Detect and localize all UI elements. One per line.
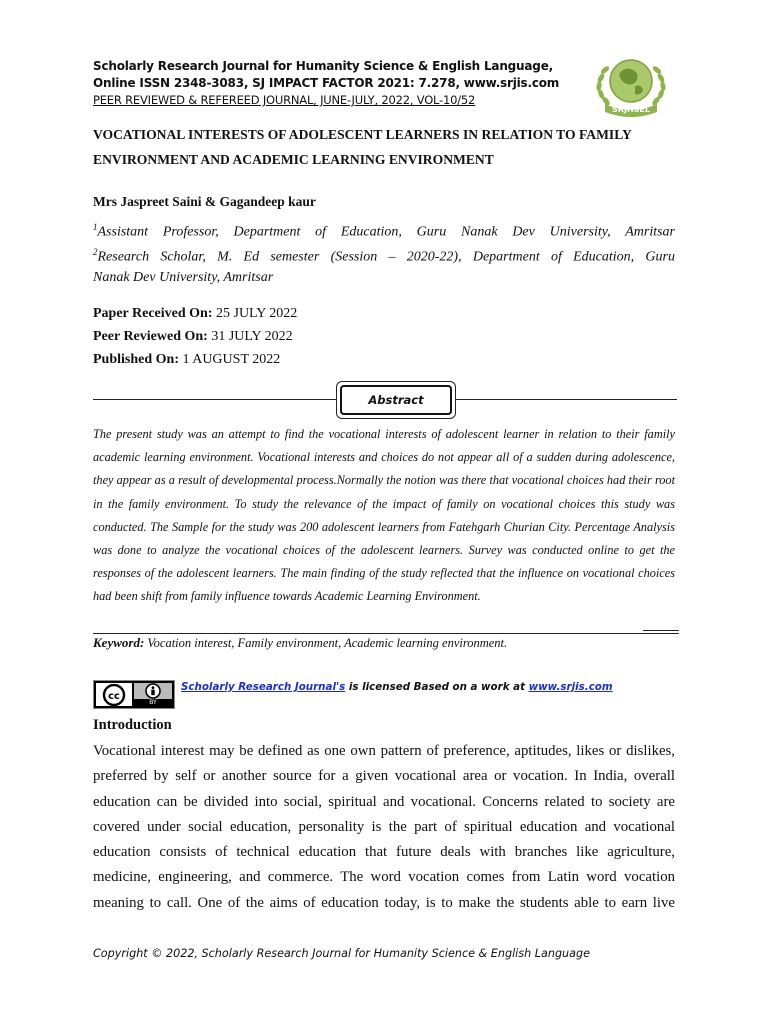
website-link[interactable]: www.srjis.com xyxy=(528,681,613,693)
keywords: Keyword: Vocation interest, Family environment, Academic learning environment. xyxy=(93,635,508,650)
divider xyxy=(643,630,679,631)
svg-text:cc: cc xyxy=(108,690,120,702)
journal-volume: PEER REVIEWED & REFEREED JOURNAL, JUNE-JULY, 2022, VOL-10/52 xyxy=(93,93,476,107)
text-line: covered under social education, personality is the part of spiritual education and vocational xyxy=(93,818,675,835)
text-line: education consists of technical education that future deals with branches like agriculture, xyxy=(93,844,675,861)
reviewed-date: Peer Reviewed On: 31 JULY 2022 xyxy=(93,329,293,344)
affiliation-2: $^2$Research Scholar, M. Ed semester (Session – 2020-22), Department of Education, Guru xyxy=(93,247,675,265)
creative-commons-by-icon[interactable]: cc BY xyxy=(93,680,175,709)
license-text: Scholarly Research Journal's is licensed Based on a work at www.srjis.com xyxy=(181,681,613,693)
text-line: meaning to call. One of the aims of education today, is to make the students able to earn live xyxy=(93,894,675,911)
svg-text:SRJHSEL: SRJHSEL xyxy=(612,105,650,114)
text-line: Vocational interest may be defined as one own pattern of preference, aptitudes, likes or dislikes, xyxy=(93,743,675,759)
published-date: Published On: 1 AUGUST 2022 xyxy=(93,352,281,367)
divider xyxy=(93,399,336,400)
introduction-text xyxy=(93,739,675,916)
abstract-label: Abstract xyxy=(340,385,452,415)
affiliation-1: $^1$Assistant Professor, Department of Education, Guru Nanak Dev University, Amritsar xyxy=(93,222,675,240)
text-line: preferred by self or another source for a given vocational area or vocation. In India, overall xyxy=(93,768,675,785)
divider xyxy=(456,399,677,400)
abstract-text: The present study was an attempt to find the vocational interests of adolescent learner in relation to their family academic learning environment. Vocational interests and choices do not appear all of a sudden during adolescence, they appear as a result of developmental process.Normally the notion was there that vocational choices had their root in the family environment. To study the relevance of the impact of family on vocational choices this study was conducted. The Sample for the study was 200 adolescent learners from Fatehgarh Churian City. Percentage Analysis was done to analyze the vocational choices of the adolescent learners. Survey was conducted online to get the responses of the adolescent learners. The main finding of the study reflected that the influence on vocational choices had been shift from family influence towards Academic Learning Environment. xyxy=(93,427,675,604)
journal-issn: Online ISSN 2348-3083, SJ IMPACT FACTOR 2021: 7.278, www.srjis.com xyxy=(93,76,560,90)
section-heading: Introduction xyxy=(93,717,172,733)
journal-header xyxy=(93,58,573,109)
abstract-label-box xyxy=(336,381,456,419)
text-line: medicine, engineering, and commerce. The word vocation comes from Latin word vocation xyxy=(93,869,675,886)
journal-name: Scholarly Research Journal for Humanity Science & English Language, xyxy=(93,59,553,73)
journal-emblem-icon xyxy=(591,48,671,118)
affiliation-2-cont: Nanak Dev University, Amritsar xyxy=(93,270,274,285)
copyright-footer: Copyright © 2022, Scholarly Research Journal for Humanity Science & English Language xyxy=(93,947,590,960)
text-line: education can be divided into social, spiritual and vocational. Concerns related to society are xyxy=(93,793,675,810)
journal-link[interactable]: Scholarly Research Journal's xyxy=(181,681,346,693)
paper-title: VOCATIONAL INTERESTS OF ADOLESCENT LEARNERS IN RELATION TO FAMILY ENVIRONMENT AND ACADEMIC LEARNING ENVIRONMENT xyxy=(93,127,632,167)
received-date: Paper Received On: 25 JULY 2022 xyxy=(93,306,298,321)
authors: Mrs Jaspreet Saini & Gagandeep kaur xyxy=(93,194,316,209)
